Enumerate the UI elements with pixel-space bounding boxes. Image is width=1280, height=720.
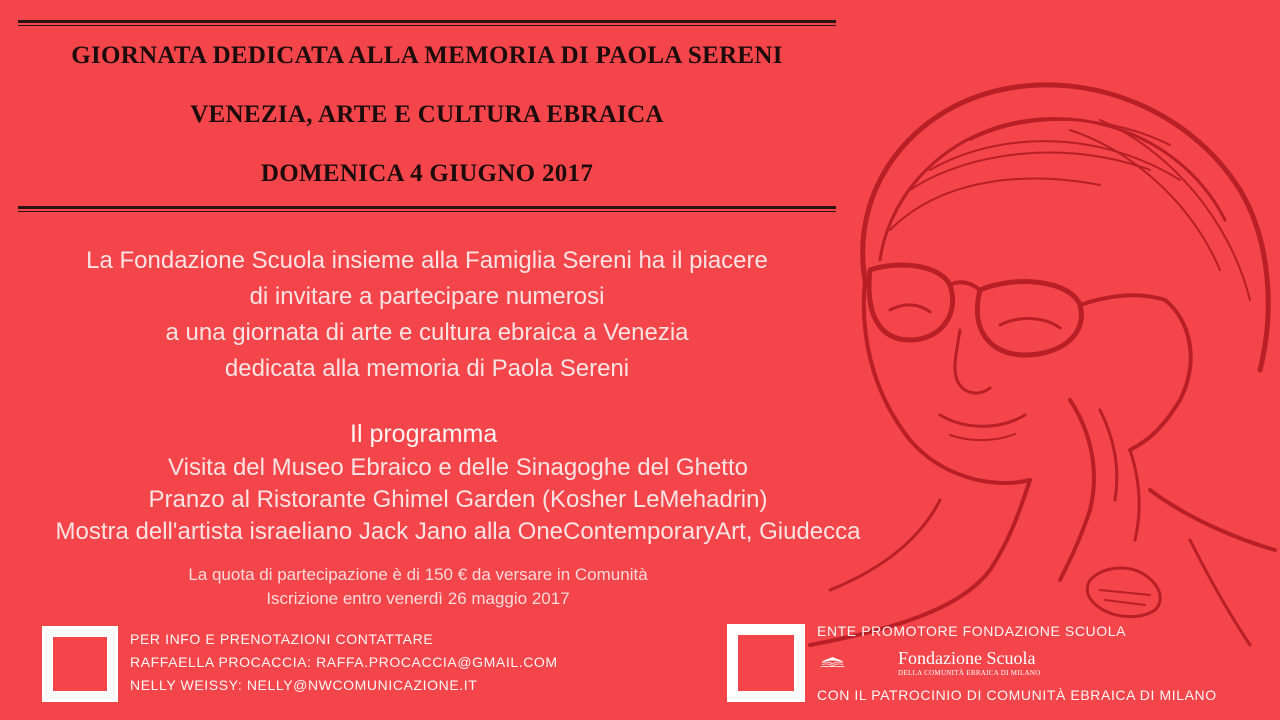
- top-divider: [18, 20, 836, 23]
- contact-frame: [42, 626, 118, 702]
- registration-deadline: Iscrizione entro venerdì 26 maggio 2017: [266, 589, 570, 608]
- portrait-illustration: [770, 70, 1280, 650]
- patronage-text: CON IL PATROCINIO DI COMUNITÀ EBRAICA DI MILANO: [817, 687, 1217, 703]
- logo-subtitle: DELLA COMUNITÀ EBRAICA DI MILANO: [898, 669, 1041, 677]
- program-item: Visita del Museo Ebraico e delle Sinagoghe del Ghetto: [168, 454, 748, 481]
- intro-line: La Fondazione Scuola insieme alla Famiglia Sereni ha il piacere: [86, 247, 768, 274]
- fee-line: La quota di partecipazione è di 150 € da versare in Comunità: [188, 565, 648, 584]
- program-list: [18, 452, 898, 548]
- program-item: Mostra dell'artista israeliano Jack Jano alla OneContemporaryArt, Giudecca: [55, 518, 861, 545]
- intro-line: dedicata alla memoria di Paola Sereni: [224, 355, 630, 382]
- book-logo-icon: [820, 644, 896, 680]
- contact-heading: PER INFO E PRENOTAZIONI CONTATTARE: [130, 631, 434, 647]
- intro-line: a una giornata di arte e cultura ebraica a Venezia: [165, 319, 689, 346]
- contact-raffaella: RAFFAELLA PROCACCIA: RAFFA.PROCACCIA@GMAIL.COM: [130, 654, 558, 670]
- logo-name: Fondazione Scuola: [898, 648, 1036, 668]
- promoter-frame: [727, 624, 805, 702]
- program-item: Pranzo al Ristorante Ghimel Garden (Kosher LeMehadrin): [148, 486, 768, 513]
- intro-line: di invitare a partecipare numerosi: [249, 283, 605, 310]
- intro-paragraph: [18, 243, 836, 387]
- heading-venue: VENEZIA, ARTE E CULTURA EBRAICA: [190, 101, 664, 128]
- promoter-heading: ENTE PROMOTORE FONDAZIONE SCUOLA: [817, 623, 1127, 639]
- program-title: Il programma: [350, 420, 498, 448]
- contact-nelly: NELLY WEISSY: NELLY@NWCOMUNICAZIONE.IT: [130, 677, 478, 693]
- contact-info: [130, 628, 558, 697]
- fee-info: [18, 563, 818, 611]
- heading-date: DOMENICA 4 GIUGNO 2017: [260, 160, 594, 187]
- bottom-divider: [18, 206, 836, 209]
- heading-dedication: GIORNATA DEDICATA ALLA MEMORIA DI PAOLA SERENI: [71, 42, 783, 69]
